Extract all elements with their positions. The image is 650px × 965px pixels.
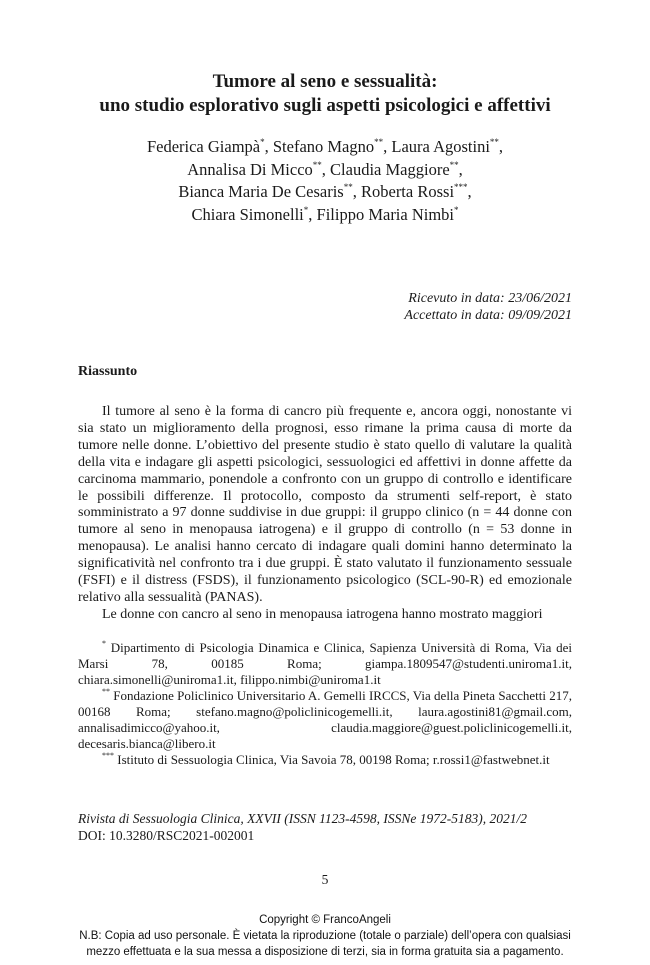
affiliation-mark: ** — [343, 182, 353, 192]
affiliation-mark: ** — [374, 137, 384, 147]
affiliation-mark: * — [454, 204, 459, 215]
author-line-2: Annalisa Di Micco**, Claudia Maggiore**, — [187, 159, 463, 179]
author-name: Stefano Magno — [272, 137, 375, 156]
submission-dates — [272, 290, 572, 324]
footnote — [78, 640, 572, 688]
accepted-date: Accettato in data: 09/09/2021 — [404, 308, 572, 323]
journal-reference: Rivista di Sessuologia Clinica, XXVII (ISSN 1123-4598, ISSNe 1972-5183), 2021/2 — [78, 811, 527, 826]
footnote — [78, 752, 572, 768]
author-name: Laura Agostini — [391, 137, 490, 156]
footnote-text: Fondazione Policlinico Universitario A. Gemelli IRCCS, Via della Pineta Sacchetti 217, 00168 Roma; stefano.magno@policlinicogemelli.it, laura.agostini81@gmail.com, annalisadimicco@yahoo.it, claudia.maggiore@guest.policlinicogemelli.it, decesaris.bianca@libero.it — [78, 688, 572, 751]
affiliation-mark: ** — [489, 137, 499, 147]
author-name: Federica Giampà — [146, 137, 261, 156]
footnote-text: Dipartimento di Psicologia Dinamica e Clinica, Sapienza Università di Roma, Via dei Marsi 78, 00185 Roma; giampa.1809547@studenti.uniroma1.it, chiara.simonelli@uniroma1.it, filippo.nimbi@uniroma1.it — [78, 640, 572, 687]
copyright-line-3: mezzo effettuata e la sua messa a disposizione di terzi, sia in forma gratuita sia a pagamento. — [86, 946, 564, 958]
journal-citation — [78, 811, 572, 844]
copyright-line-1: Copyright © FrancoAngeli — [259, 914, 391, 926]
abstract-paragraph: Il tumore al seno è la forma di cancro più frequente e, ancora oggi, nonostante vi sia stato un miglioramento della prognosi, esso rimane la prima causa di morte da tumore nelle donne. L’obiettivo del presente studio è stato quello di valutare la qualità della vita e indagare gli aspetti psicologici, sessuologici ed affettivi in donne affette da carcinoma mammario, ponendole a confronto con un gruppo di controllo e identificare le possibili differenze. Il protocollo, composto da strumenti self-report, è stato somministrato a 97 donne suddivise in due gruppi: il gruppo clinico (n = 44 donne con tumore al seno in menopausa iatrogena) e il gruppo di controllo (n = 53 donne in menopausa). Le analisi hanno cercato di indagare quali domini hanno determinato la significatività nel confronto tra i due gruppi. È stato valutato il funzionamento sessuale (FSFI) e il distress (FSDS), il funzionamento psicologico (SCL-90-R) ed emozionale relativo alla sessualità (PANAS). — [78, 404, 572, 605]
author-name: Bianca Maria De Cesaris — [178, 182, 344, 201]
author-name: Roberta Rossi — [360, 182, 455, 201]
author-name: Chiara Simonelli — [191, 204, 304, 224]
affiliation-footnotes — [78, 640, 572, 768]
article-title — [40, 70, 610, 118]
author-name: Filippo Maria Nimbi — [316, 204, 455, 224]
affiliation-mark: *** — [454, 182, 468, 192]
affiliation-mark: ** — [312, 159, 322, 170]
affiliation-mark: ** — [449, 159, 459, 170]
footnote — [78, 688, 572, 752]
author-line-3: Bianca Maria De Cesaris**, Roberta Rossi***, — [178, 182, 472, 201]
abstract-body — [78, 404, 572, 624]
affiliation-mark: * — [303, 204, 309, 215]
author-name: Annalisa Di Micco — [187, 159, 313, 179]
copyright-notice — [0, 912, 650, 960]
author-name: Claudia Maggiore — [330, 159, 450, 179]
footnote-text: Istituto di Sessuologia Clinica, Via Savoia 78, 00198 Roma; r.rossi1@fastwebnet.it — [117, 752, 550, 767]
doi: DOI: 10.3280/RSC2021-002001 — [78, 827, 255, 843]
author-line-1: Federica Giampà*, Stefano Magno**, Laura Agostini**, — [146, 137, 504, 156]
abstract-heading: Riassunto — [78, 364, 138, 379]
author-line-4: Chiara Simonelli*, Filippo Maria Nimbi* — [191, 204, 459, 224]
affiliation-mark: * — [260, 137, 265, 147]
received-date: Ricevuto in data: 23/06/2021 — [408, 291, 572, 306]
title-line-1: Tumore al seno e sessualità: — [212, 71, 438, 92]
author-list — [40, 136, 610, 226]
copyright-line-2: N.B: Copia ad uso personale. È vietata la riproduzione (totale o parziale) dell’opera con qualsiasi — [79, 930, 571, 942]
abstract-paragraph: Le donne con cancro al seno in menopausa iatrogena hanno mostrato maggiori — [102, 606, 543, 622]
footnote-mark: * — [102, 639, 106, 648]
footnote-mark: *** — [102, 751, 114, 760]
title-line-2: uno studio esplorativo sugli aspetti psicologici e affettivi — [99, 95, 551, 116]
page-number: 5 — [321, 872, 329, 887]
footnote-mark: ** — [102, 687, 110, 696]
